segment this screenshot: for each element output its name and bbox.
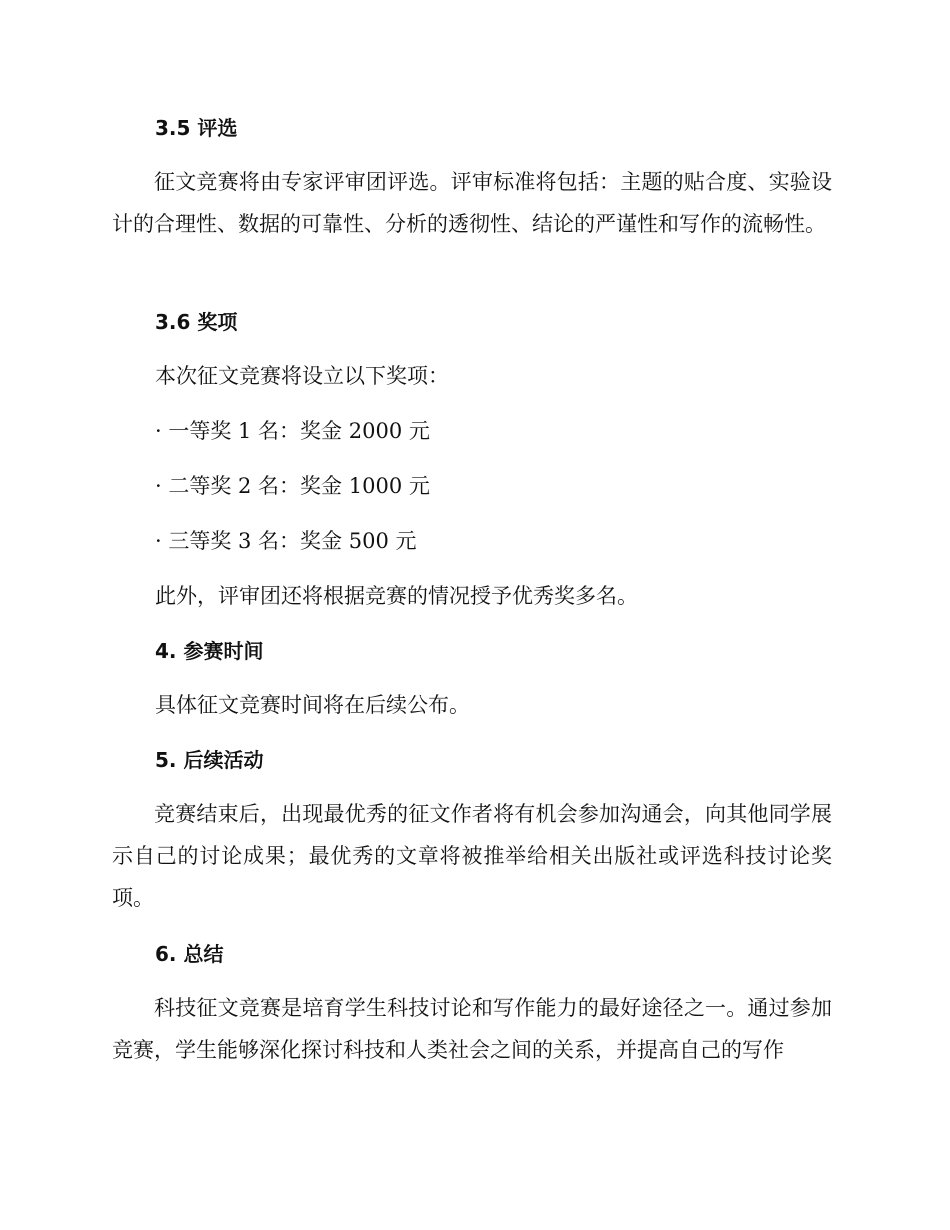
section-heading-6: 6. 总结 xyxy=(155,942,224,966)
section-heading-3-5: 3.5 评选 xyxy=(155,116,238,140)
section-heading-5: 5. 后续活动 xyxy=(155,748,264,772)
award-item-first: · 一等奖 1 名：奖金 2000 元 xyxy=(155,419,430,443)
section-heading-3-6: 3.6 奖项 xyxy=(155,310,238,334)
section-body-4: 具体征文竞赛时间将在后续公布。 xyxy=(155,693,470,717)
section-body-6: 科技征文竞赛是培育学生科技讨论和写作能力的最好途径之一。通过参加竞赛，学生能够深化探讨科技和人类社会之间的关系，并提高自己的写作 xyxy=(112,996,832,1062)
awards-intro: 本次征文竞赛将设立以下奖项： xyxy=(155,364,449,388)
section-body-5: 竞赛结束后，出现最优秀的征文作者将有机会参加沟通会，向其他同学展示自己的讨论成果；最优秀的文章将被推举给相关出版社或评选科技讨论奖项。 xyxy=(112,802,832,910)
award-item-second: · 二等奖 2 名：奖金 1000 元 xyxy=(155,474,430,498)
award-item-third: · 三等奖 3 名：奖金 500 元 xyxy=(155,529,417,553)
section-body-3-5: 征文竞赛将由专家评审团评选。评审标准将包括：主题的贴合度、实验设计的合理性、数据的可靠性、分析的透彻性、结论的严谨性和写作的流畅性。 xyxy=(112,170,832,236)
section-heading-4: 4. 参赛时间 xyxy=(155,639,264,663)
awards-note: 此外，评审团还将根据竞赛的情况授予优秀奖多名。 xyxy=(155,584,638,608)
